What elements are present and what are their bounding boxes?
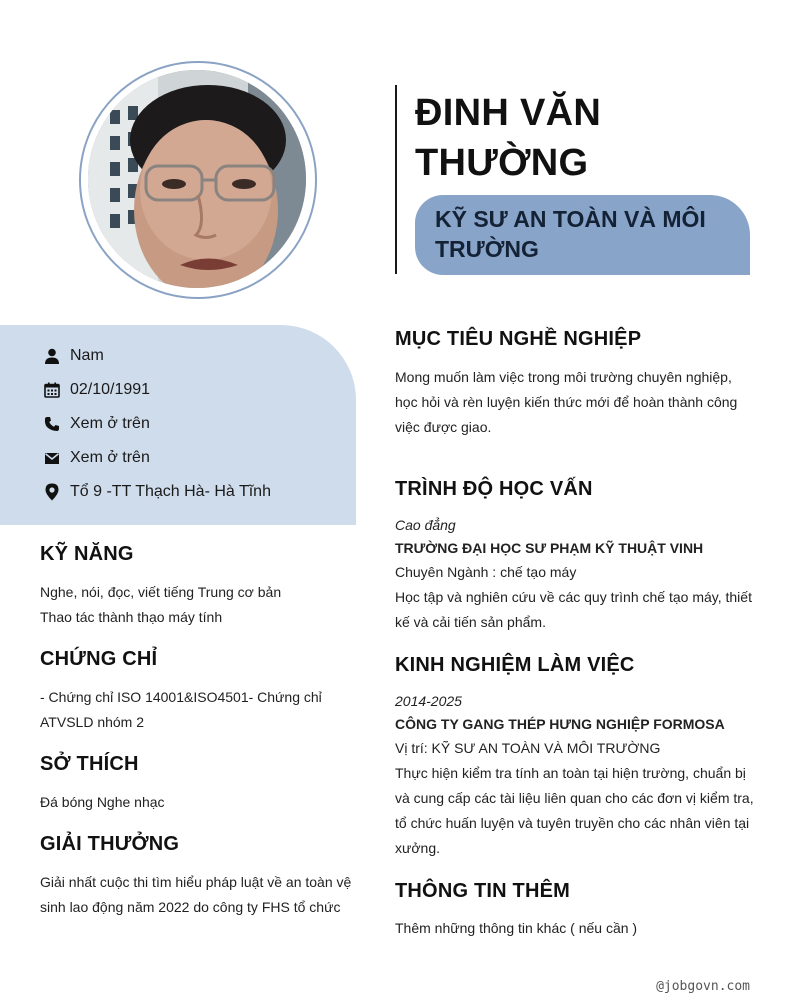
awards-line: Giải nhất cuộc thi tìm hiểu pháp luật về an toàn vệ: [40, 874, 352, 890]
certificates-line: ATVSLD nhóm 2: [40, 714, 145, 730]
phone-icon: [43, 415, 61, 433]
experience-body: [395, 689, 757, 861]
additional-line: Thêm những thông tin khác ( nếu cần ): [395, 920, 638, 936]
objective-line: học hỏi và rèn luyện kiến thức mới để hoàn thành công: [395, 394, 738, 410]
experience-line: tổ chức huấn luyện và tuyên truyền cho các nhân viên tại: [395, 815, 750, 831]
certificates-body: [40, 685, 340, 735]
experience-position: Vị trí: KỸ SƯ AN TOÀN VÀ MÔI TRƯỜNG: [395, 740, 661, 756]
experience-line: Thực hiện kiểm tra tính an toàn tại hiện trường, chuẩn bị: [395, 765, 746, 781]
info-gender-text: Nam: [70, 347, 104, 364]
skills-title: KỸ NĂNG: [40, 543, 134, 565]
info-gender: [43, 344, 104, 368]
objective-title: MỤC TIÊU NGHỀ NGHIỆP: [395, 328, 642, 350]
education-line: Học tập và nghiên cứu về các quy trình chế tạo máy, thiết: [395, 589, 752, 605]
awards-title: GIẢI THƯỞNG: [40, 833, 180, 855]
hobbies-body: [40, 790, 340, 815]
experience-title: KINH NGHIỆM LÀM VIỆC: [395, 654, 635, 676]
skills-body: [40, 580, 340, 630]
skills-line: Nghe, nói, đọc, viết tiếng Trung cơ bản: [40, 584, 282, 600]
experience-line: và cung cấp các tài liệu liên quan cho các đơn vị kiểm tra,: [395, 790, 754, 806]
name-line-2: THƯỜNG: [415, 142, 589, 184]
certificates-line: - Chứng chỉ ISO 14001&ISO4501- Chứng chỉ: [40, 689, 322, 705]
skills-line: Thao tác thành thạo máy tính: [40, 609, 223, 625]
info-birthdate-text: 02/10/1991: [70, 381, 151, 398]
info-phone-text: Xem ở trên: [70, 415, 150, 432]
additional-title: THÔNG TIN THÊM: [395, 880, 571, 902]
location-pin-icon: [43, 483, 61, 501]
calendar-icon: [43, 381, 61, 399]
avatar-portrait: [88, 70, 306, 288]
experience-company: CÔNG TY GANG THÉP HƯNG NGHIỆP FORMOSA: [395, 716, 725, 732]
watermark: @jobgovn.com: [656, 979, 750, 994]
education-title: TRÌNH ĐỘ HỌC VẤN: [395, 478, 593, 500]
additional-body: [395, 916, 755, 941]
user-icon: [43, 347, 61, 365]
info-phone: [43, 412, 150, 436]
education-school: TRƯỜNG ĐẠI HỌC SƯ PHẠM KỸ THUẬT VINH: [395, 540, 704, 556]
info-address-text: Tổ 9 -TT Thạch Hà- Hà Tĩnh: [70, 483, 271, 500]
objective-line: Mong muốn làm việc trong môi trường chuyên nghiệp,: [395, 369, 732, 385]
hobbies-line: Đá bóng Nghe nhạc: [40, 794, 165, 810]
name-line-1: ĐINH VĂN: [415, 92, 602, 134]
mail-icon: [43, 449, 61, 467]
education-line: kế và cải tiến sản phẩm.: [395, 614, 546, 630]
info-address: [43, 480, 271, 504]
awards-body: [40, 870, 358, 920]
education-major: Chuyên Ngành : chế tạo máy: [395, 564, 577, 580]
education-body: [395, 513, 755, 635]
job-title-box: [415, 195, 750, 275]
awards-line: sinh lao động năm 2022 do công ty FHS tổ chức: [40, 899, 341, 915]
candidate-name: [415, 88, 755, 188]
info-email-text: Xem ở trên: [70, 449, 150, 466]
info-email: [43, 446, 150, 470]
experience-period: 2014-2025: [395, 693, 462, 709]
avatar: [88, 70, 306, 288]
info-birthdate: [43, 378, 150, 402]
header-divider: [395, 85, 397, 274]
certificates-title: CHỨNG CHỈ: [40, 648, 158, 670]
hobbies-title: SỞ THÍCH: [40, 753, 139, 775]
objective-line: việc được giao.: [395, 419, 492, 435]
job-title-line-2: TRƯỜNG: [435, 236, 539, 262]
objective-body: [395, 365, 755, 440]
job-title-line-1: KỸ SƯ AN TOÀN VÀ MÔI: [435, 206, 706, 232]
education-level: Cao đẳng: [395, 517, 456, 533]
experience-line: xưởng.: [395, 840, 441, 856]
